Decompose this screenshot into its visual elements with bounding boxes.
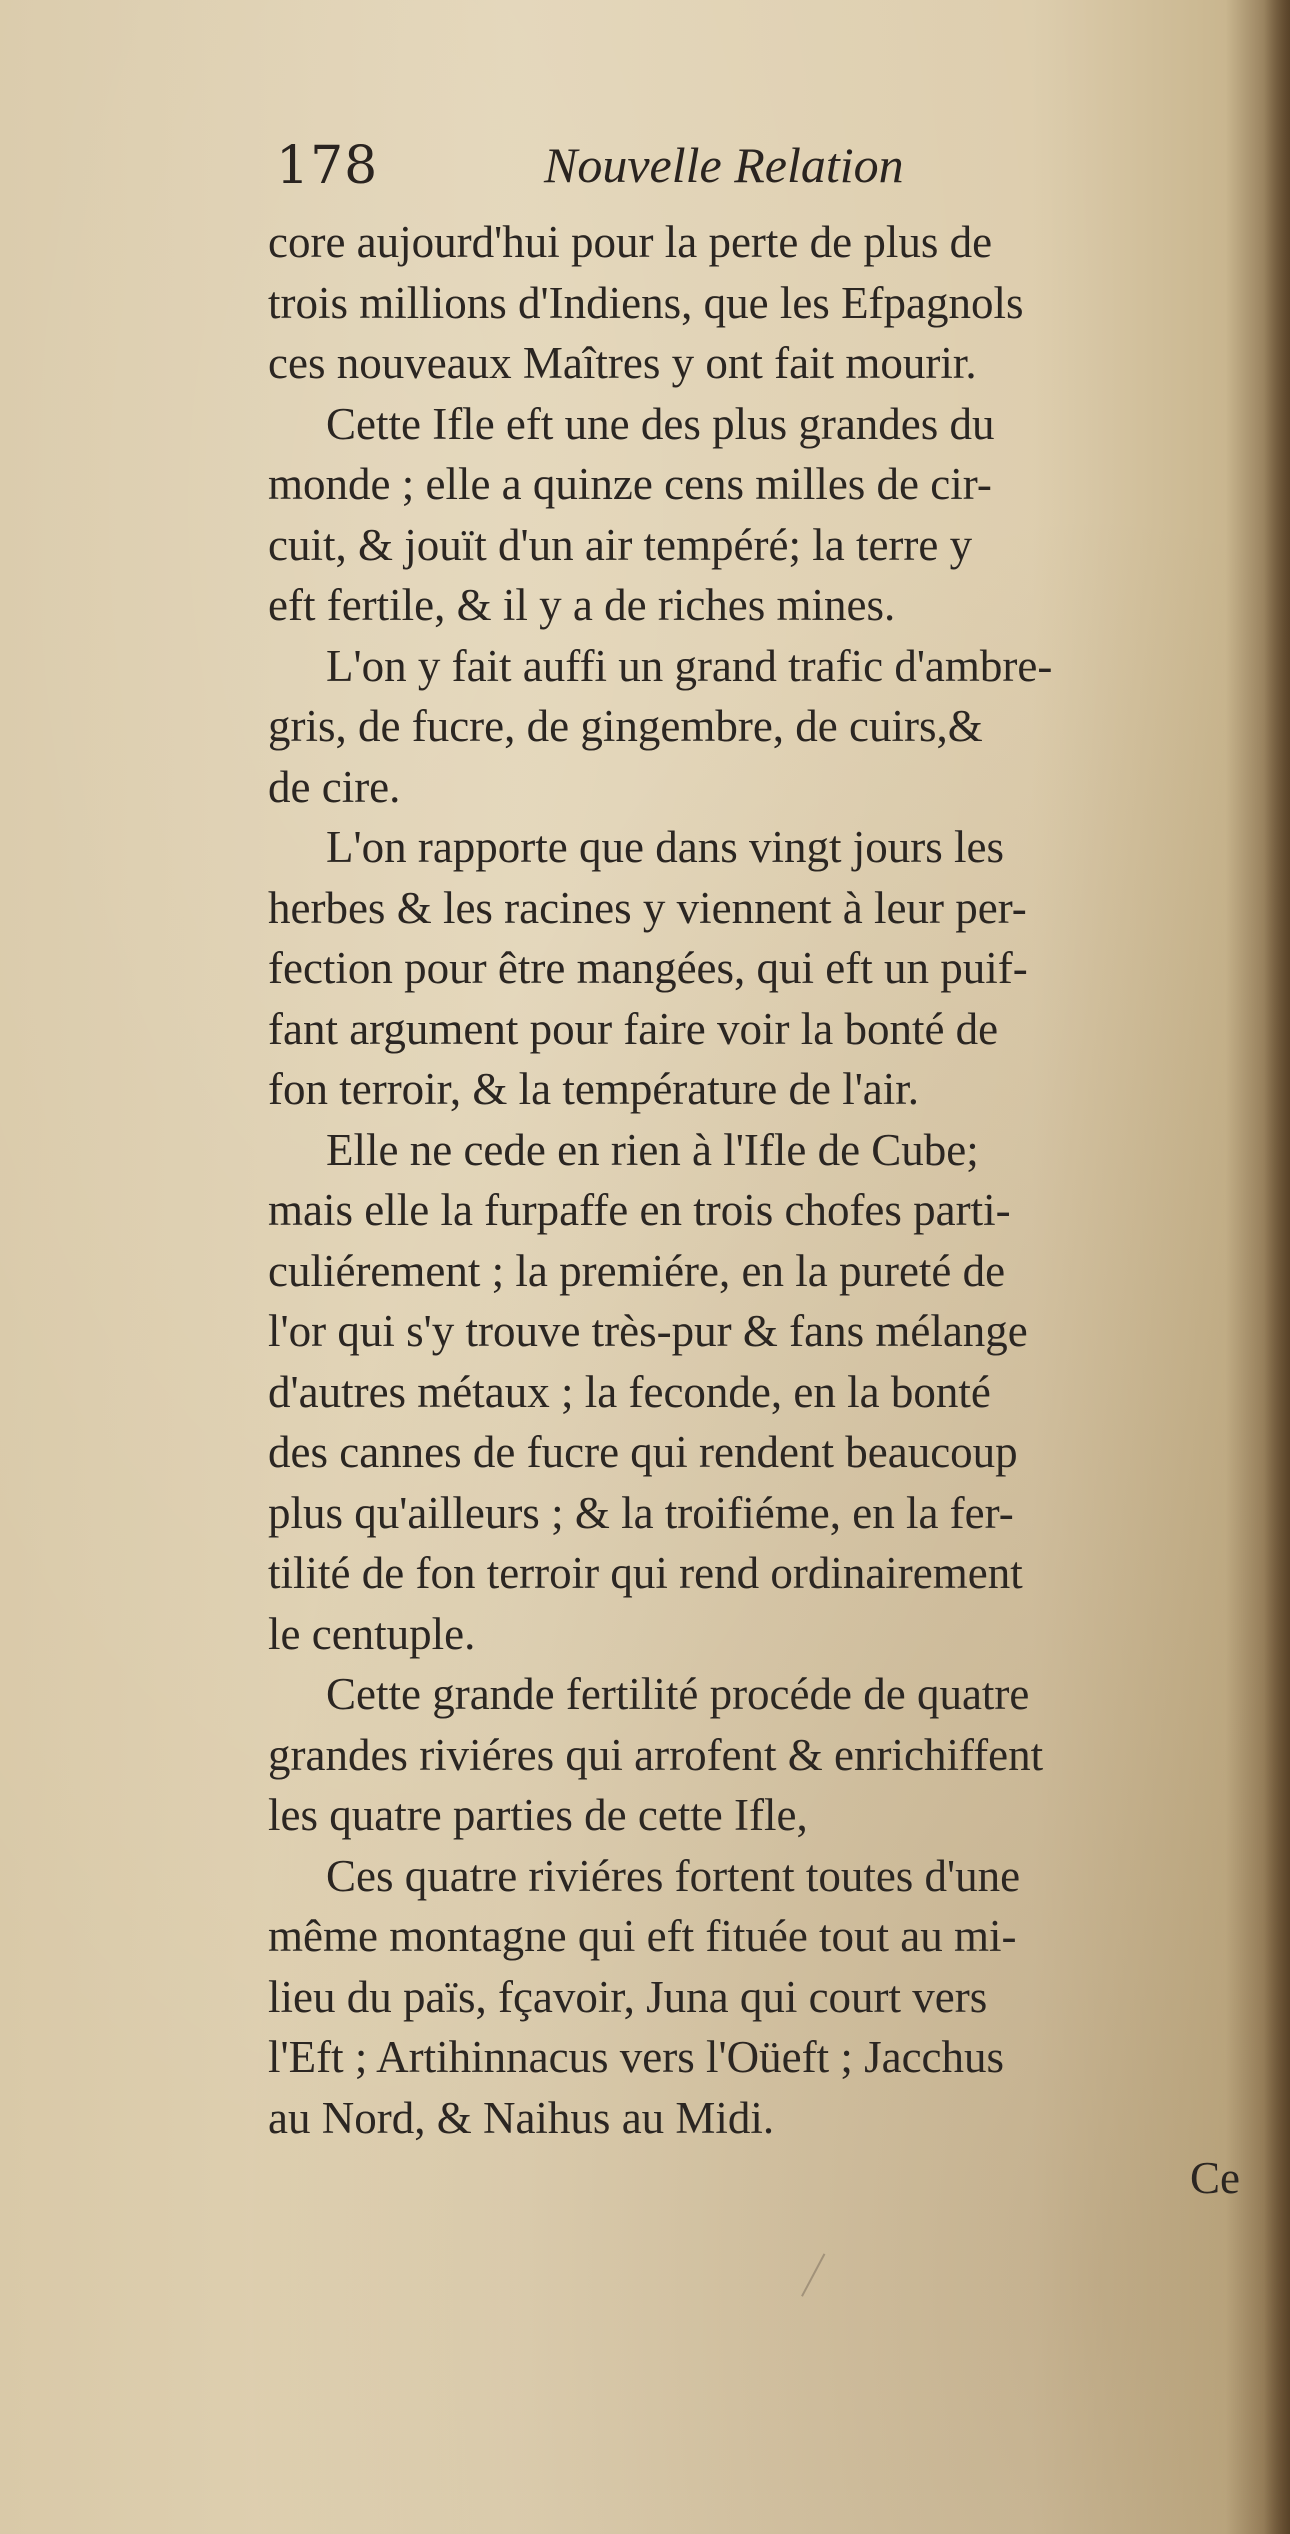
text-line: lieu du païs, fçavoir, Juna qui court vers [268, 1971, 988, 2022]
text-line: d'autres métaux ; la feconde, en la bonté [268, 1366, 991, 1417]
text-line: mais elle la furpaffe en trois chofes parti- [268, 1185, 1011, 1235]
text-line: ces nouveaux Maîtres y ont fait mourir. [268, 338, 977, 388]
text-line: fon terroir, & la température de l'air. [268, 1064, 920, 1114]
paragraph-first-line: Ces quatre riviéres fortent toutes d'une [326, 1850, 1021, 1901]
text-line: l'Eft ; Artihinnacus vers l'Oüeft ; Jacchus [268, 2032, 1005, 2082]
text-line: fection pour être mangées, qui eft un puif- [268, 943, 1028, 993]
text-line: herbes & les racines y viennent à leur per- [268, 882, 1027, 933]
catchword: Ce [1190, 2153, 1240, 2203]
page-number: 178 [276, 136, 379, 196]
text-line: core aujourd'hui pour la perte de plus de [268, 217, 993, 267]
text-line: trois millions d'Indiens, que les Efpagnols [268, 277, 1024, 328]
text-line: le centuple. [268, 1608, 476, 1659]
text-line: plus qu'ailleurs ; & la troifiéme, en la fer- [268, 1487, 1014, 1538]
paragraph-first-line: Cette grande fertilité procéde de quatre [326, 1669, 1030, 1719]
text-line: monde ; elle a quinze cens milles de cir- [268, 459, 992, 509]
page-edge-shadow [1264, 0, 1290, 2534]
text-line: l'or qui s'y trouve très-pur & fans mélange [268, 1306, 1028, 1356]
paragraph-first-line: Cette Ifle eft une des plus grandes du [326, 398, 995, 449]
page-header [276, 136, 1006, 206]
paragraph-first-line: L'on y fait auffi un grand trafic d'ambre- [326, 640, 1053, 691]
running-title: Nouvelle Relation [544, 137, 904, 193]
text-line: cuit, & jouït d'un air tempéré; la terre y [268, 519, 973, 570]
text-line: au Nord, & Naihus au Midi. [268, 2092, 775, 2143]
text-line: eft fertile, & il y a de riches mines. [268, 580, 896, 630]
text-line: des cannes de fucre qui rendent beaucoup [268, 1427, 1018, 1477]
text-line: tilité de fon terroir qui rend ordinairement [268, 1548, 1023, 1598]
text-line: même montagne qui eft fituée tout au mi- [268, 1911, 1017, 1961]
body-text [268, 212, 1248, 2209]
text-line: grandes riviéres qui arrofent & enrichiffent [268, 1729, 1044, 1780]
text-line: culiérement ; la premiére, en la pureté de [268, 1245, 1006, 1296]
text-line: de cire. [268, 761, 401, 812]
text-line: les quatre parties de cette Ifle, [268, 1790, 808, 1840]
pencil-mark [801, 2253, 829, 2298]
paragraph-first-line: Elle ne cede en rien à l'Ifle de Cube; [326, 1124, 979, 1175]
paragraph-first-line: L'on rapporte que dans vingt jours les [326, 822, 1004, 872]
text-line: gris, de fucre, de gingembre, de cuirs,& [268, 701, 983, 751]
text-line: fant argument pour faire voir la bonté de [268, 1003, 999, 1054]
